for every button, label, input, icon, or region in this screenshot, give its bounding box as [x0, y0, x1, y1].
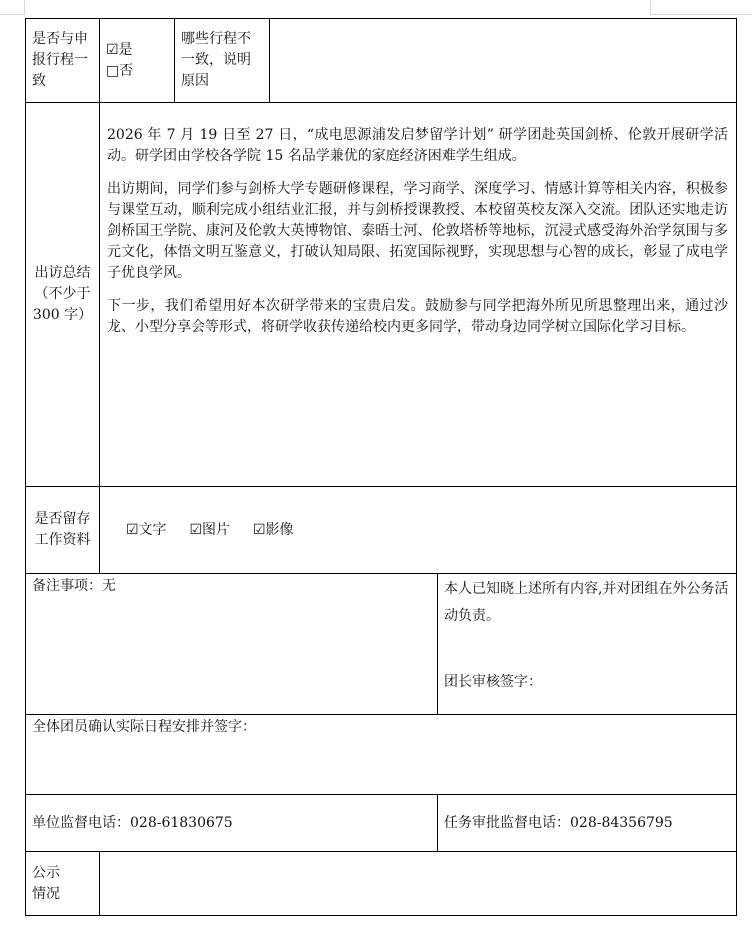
consistency-options: [100, 19, 175, 103]
option-yes-checkbox[interactable]: ☑是: [106, 41, 133, 58]
approval-phone-text: 任务审批监督电话：028-84356795: [444, 814, 673, 831]
unit-phone-text: 单位监督电话：028-61830675: [32, 814, 233, 831]
declaration-text: 本人已知晓上述所有内容,并对团组在外公务活动负责。: [444, 581, 729, 624]
retain-materials-label: [26, 487, 100, 574]
retain-materials-label-text: 是否留存工作资料: [34, 511, 91, 548]
summary-label: [26, 103, 100, 487]
retain-text-checkbox[interactable]: ☑文字: [126, 521, 167, 538]
summary-paragraph: 2026 年 7 月 19 日至 27 日，“成电思源浦发启梦留学计划” 研学团赴英国剑桥、伦敦开展研学活动。研学团由学校各学院 15 名品学兼优的家庭经济困难学生组成。: [107, 127, 728, 164]
summary-paragraph: 下一步，我们希望用好本次研学带来的宝贵启发。鼓励参与同学把海外所见所思整理出来，通过沙龙、小型分享会等形式，将研学收获传递给校内更多同学，带动身边同学树立国际化学习目标。: [107, 298, 728, 335]
approval-phone-cell: [438, 795, 737, 852]
phones-row: [26, 795, 737, 852]
unit-phone-cell: [26, 795, 438, 852]
remarks-row: [26, 574, 737, 715]
publicity-label-text: 公示情况: [32, 864, 60, 902]
inconsistent-items-field[interactable]: [270, 19, 737, 103]
leader-signature-label[interactable]: 团长审核签字：: [444, 674, 542, 690]
publicity-label: [26, 852, 100, 916]
declaration-cell: [438, 574, 737, 715]
retain-materials-options: [100, 487, 737, 574]
summary-label-text: 出访总结（不少于 300 字）: [32, 265, 93, 323]
inconsistent-items-label-text: 哪些行程不一致，说明原因: [181, 31, 251, 89]
retain-video-checkbox[interactable]: ☑影像: [252, 521, 294, 538]
inconsistent-items-label: [175, 19, 270, 103]
consistency-row: [26, 19, 737, 103]
remarks-cell[interactable]: [26, 574, 438, 715]
retain-image-checkbox[interactable]: ☑图片: [189, 521, 231, 538]
trip-summary-form-table: [25, 18, 737, 916]
remarks-text: 备注事项：无: [32, 578, 116, 594]
page-guide-mark: [24, 0, 25, 15]
page-guide-mark: [0, 14, 24, 15]
members-sign-label: 全体团员确认实际日程安排并签字：: [32, 719, 256, 735]
summary-row: [26, 103, 737, 487]
members-sign-row: [26, 715, 737, 795]
page-guide-mark: [650, 14, 752, 15]
publicity-field[interactable]: [100, 852, 737, 916]
consistency-label-text: 是否与申报行程一致: [32, 31, 88, 89]
retain-materials-row: [26, 487, 737, 574]
members-sign-cell[interactable]: [26, 715, 737, 795]
summary-paragraph: 出访期间，同学们参与剑桥大学专题研修课程，学习商学、深度学习、情感计算等相关内容，积极参与课堂互动，顺利完成小组结业汇报，并与剑桥授课教授、本校留英校友深入交流。团队还实地走访剑桥国王学院、康河及伦敦大英博物馆、泰晤士河、伦敦塔桥等地标，沉浸式感受海外治学氛围与多元文化，体悟文明互鉴意义，打破认知局限、拓宽国际视野，实现思想与心智的成长，彰显了成电学子优良学风。: [107, 181, 728, 281]
option-no-checkbox[interactable]: □否: [106, 62, 134, 79]
summary-content[interactable]: [100, 103, 737, 487]
publicity-row: [26, 852, 737, 916]
consistency-label: [26, 19, 100, 103]
page-guide-mark: [650, 0, 651, 15]
